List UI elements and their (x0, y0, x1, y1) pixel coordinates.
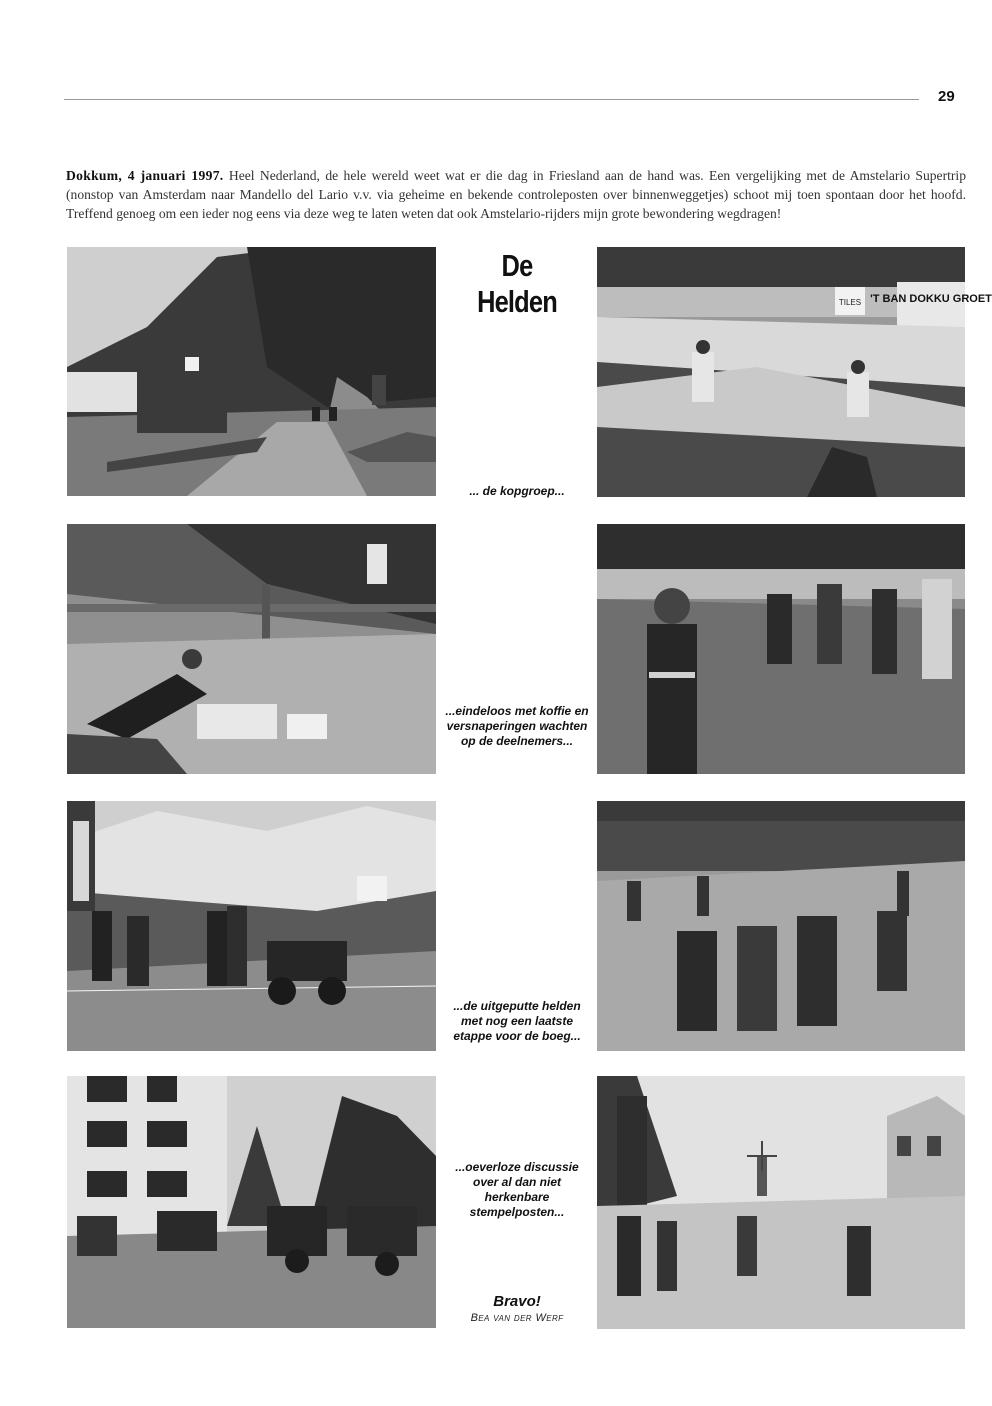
header-rule (64, 99, 919, 100)
photo-rider-resting-grass (67, 524, 436, 774)
sign-tiles: TILES (838, 298, 862, 307)
photo-skaters-canal-windmill (597, 1076, 965, 1329)
signoff-author: Bea van der Werf (470, 1312, 564, 1324)
caption-waiting: ...eindeloos met koffie en versnaperingen wachten op de deelnemers... (445, 704, 589, 748)
photo-motorcycles-alpine-stop (67, 801, 436, 1051)
photo-skaters-exhausted (597, 801, 965, 1051)
intro-lead: Dokkum, 4 januari 1997. (66, 167, 224, 183)
photo-motorcycles-village-house (67, 1076, 436, 1328)
caption-kopgroep: ... de kopgroep... (469, 484, 565, 498)
photo-mountain-road-motorcycles (67, 247, 436, 496)
photo-skaters-marshal (597, 524, 965, 774)
caption-discussion: ...oeverloze discussie over al dan niet herkenbare stempelposten... (455, 1160, 579, 1219)
intro-paragraph (66, 166, 966, 223)
page-number: 29 (938, 88, 955, 105)
page-title: De Helden (477, 248, 557, 319)
signoff-bravo: Bravo! (493, 1293, 541, 1310)
caption-exhausted: ...de uitgeputte helden met nog een laatste etappe voor de boeg... (453, 999, 581, 1043)
sign-dokkum-banner: 'T BAN DOKKU GROET (870, 293, 992, 305)
intro-text: Heel Nederland, de hele wereld weet wat er die dag in Friesland aan de hand was. Een vergelijking met de Amstelario Supertrip (nonstop van Amsterdam naar Mandello del Lario v.v. via geheime en bekende controleposten over binnenweggetjes) schoot mij toen spontaan door het hoofd. Treffend genoeg om een ieder nog eens via deze weg te laten weten dat ook Amstelario-rijders mijn grote bewondering wegdragen! (66, 167, 966, 221)
photo-skaters-leading-group (597, 247, 992, 497)
